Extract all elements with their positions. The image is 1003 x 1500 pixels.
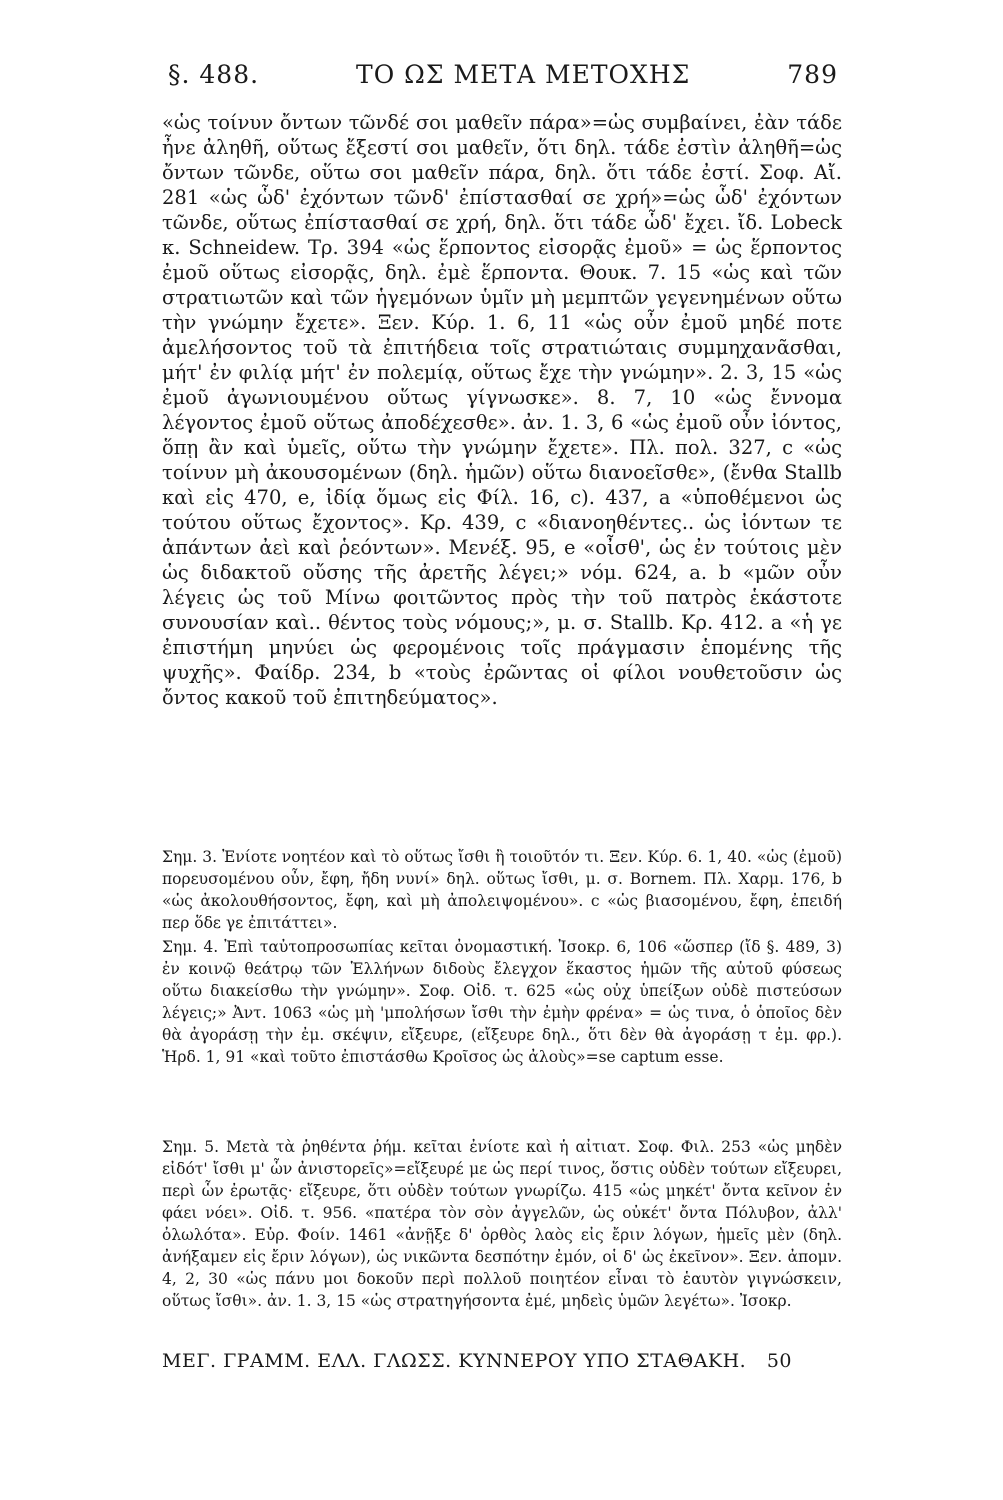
note-5: Σημ. 5. Μετὰ τὰ ῥηθέντα ῥήμ. κεῖται ἐνίοτε καὶ ἡ αἰτιατ. Σοφ. Φιλ. 253 «ὡς μηδὲν εἰδότ' ἴσθι μ' ὧν ἀνιστορεῖς»=εἴξευρέ με ὡς περί τινος, ὅστις οὐδὲν τούτων εἴξευρει, περὶ ὧν ἐρωτᾷς· εἴξευρε, ὅτι οὐδὲν τούτων γνωρίζω. 415 «ὡς μηκέτ' ὄντα κεῖνον ἐν φάει νόει». Οἰδ. τ. 956. «πατέρα τὸν σὸν ἀγγελῶν, ὡς οὐκέτ' ὄντα Πόλυβον, ἀλλ' ὀλωλότα». Εὐρ. Φοίν. 1461 «ἀνῇξε δ' ὀρθὸς λαὸς εἰς ἔριν λόγων, ἡμεῖς μὲν (δηλ. ἀνήξαμεν εἰς ἔριν λόγων), ὡς νικῶντα δεσπότην ἐμόν, οἱ δ' ὡς ἐκεῖνον». Ξεν. ἀπομν. 4, 2, 30 «ὡς πάνυ μοι δοκοῦν περὶ πολλοῦ ποιητέον εἶναι τὸ ἑαυτὸν γιγνώσκειν, οὕτως ἴσθι». ἀν. 1. 3, 15 «ὡς στρατηγήσοντα ἐμέ, μηδεὶς ὑμῶν λεγέτω». Ἰσοκρ.: [162, 1138, 842, 1310]
page-number: 789: [787, 60, 838, 89]
page-header: [168, 60, 838, 100]
page-footer: [162, 1350, 842, 1372]
note-4: Σημ. 4. Ἐπὶ ταὐτοπροσωπίας κεῖται ὀνομαστική. Ἰσοκρ. 6, 106 «ὥσπερ (ἴδ §. 489, 3) ἐν κοινῷ θεάτρῳ τῶν Ἑλλήνων διδοὺς ἔλεγχον ἕκαστος ἡμῶν τῆς αὑτοῦ φύσεως οὕτω διακείσθω τὴν γνώμην». Σοφ. Οἰδ. τ. 625 «ὡς οὐχ ὑπείξων οὐδὲ πιστεύσων λέγεις;» Ἀντ. 1063 «ὡς μὴ 'μπολήσων ἴσθι τὴν ἐμὴν φρένα» = ὡς τινα, ὁ ὁποῖος δὲν θὰ ἀγοράσῃ τὴν ἐμ. σκέψιν, εἴξευρε, (εἴξευρε δηλ., ὅτι δὲν θὰ ἀγοράσῃ τ ἐμ. φρ.). Ἡρδ. 1, 91 «καὶ τοῦτο ἐπιστάσθω Κροῖσος ὡς ἀλοὺς»=se captum esse.: [162, 938, 842, 1066]
main-paragraph: «ὡς τοίνυν ὄντων τῶνδέ σοι μαθεῖν πάρα»=ὡς συμβαίνει, ἐὰν τάδε ἦνε ἀληθῆ, οὕτως ἔξεστί σοι μαθεῖν, ὅτι δηλ. τάδε ἐστὶν ἀληθῆ=ὡς ὄντων τῶνδε, οὕτω σοι μαθεῖν πάρα, δηλ. ὅτι τάδε ἐστί. Σοφ. Αἴ. 281 «ὡς ὧδ' ἐχόντων τῶνδ' ἐπίστασθαί σε χρή»=ὡς ὧδ' ἐχόντων τῶνδε, οὕτως ἐπίστασθαί σε χρή, δηλ. ὅτι τάδε ὧδ' ἔχει. ἴδ. Lobeck κ. Schneidew. Τρ. 394 «ὡς ἕρποντος εἰσορᾷς ἐμοῦ» = ὡς ἕρποντος ἐμοῦ οὕτως εἰσορᾷς, δηλ. ἐμὲ ἕρποντα. Θουκ. 7. 15 «ὡς καὶ τῶν στρατιωτῶν καὶ τῶν ἡγεμόνων ὑμῖν μὴ μεμπτῶν γεγενημένων οὕτω τὴν γνώμην ἔχετε». Ξεν. Κύρ. 1. 6, 11 «ὡς οὖν ἐμοῦ μηδέ ποτε ἀμελήσοντος τοῦ τὰ ἐπιτήδεια τοῖς στρατιώταις συμμηχανᾶσθαι, μήτ' ἐν φιλίᾳ μήτ' ἐν πολεμίᾳ, οὕτως ἔχε τὴν γνώμην». 2. 3, 15 «ὡς ἐμοῦ ἀγωνιουμένου οὕτως γίγνωσκε». 8. 7, 10 «ὡς ἔννομα λέγοντος ἐμοῦ οὕτως ἀποδέχεσθε». ἀν. 1. 3, 6 «ὡς ἐμοῦ οὖν ἰόντος, ὅπῃ ἂν καὶ ὑμεῖς, οὕτω τὴν γνώμην ἔχετε». Πλ. πολ. 327, c «ὡς τοίνυν μὴ ἀκουσομένων (δηλ. ἡμῶν) οὕτω διανοεῖσθε», (ἔνθα Stallb καὶ εἰς 470, e, ἰδίᾳ ὅμως εἰς Φίλ. 16, c). 437, a «ὑποθέμενοι ὡς τούτου οὕτως ἔχοντος». Κρ. 439, c «διανοηθέντες.. ὡς ἰόντων τε ἁπάντων ἀεὶ καὶ ῥεόντων». Μενέξ. 95, e «οἶσθ', ὡς ἐν τούτοις μὲν ὡς διδακτοῦ οὔσης τῆς ἀρετῆς λέγει;» νόμ. 624, a. b «μῶν οὖν λέγεις ὡς τοῦ Μίνω φοιτῶντος πρὸς τὴν τοῦ πατρὸς ἑκάστοτε συνουσίαν καὶ.. θέντος τοὺς νόμους;», μ. σ. Stallb. Κρ. 412. a «ἡ γε ἐπιστήμη μηνύει ὡς φερομένοις τοῖς πράγμασιν ἑπομένης τῆς ψυχῆς». Φαίδρ. 234, b «τοὺς ἐρῶντας οἱ φίλοι νουθετοῦσιν ὡς ὄντος κακοῦ τοῦ ἐπιτηδεύματος».: [162, 111, 842, 709]
running-head-title: ΤΟ ΩΣ ΜΕΤΑ ΜΕΤΟΧΗΣ: [356, 60, 691, 89]
footer-running-title: ΜΕΓ. ΓΡΑΜΜ. ΕΛΛ. ΓΛΩΣΣ. ΚΥΝΝΕΡΟΥ ΥΠΟ ΣΤΑΘΑΚΗ.: [162, 1350, 747, 1372]
note-3: Σημ. 3. Ἐνίοτε νοητέον καὶ τὸ οὕτως ἴσθι ἢ τοιοῦτόν τι. Ξεν. Κύρ. 6. 1, 40. «ὡς (ἐμοῦ) πορευσομένου οὖν, ἔφη, ἤδη νυνί» δηλ. οὕτως ἴσθι, μ. σ. Bornem. Πλ. Χαρμ. 176, b «ὡς ἀκολουθήσοντος, ἔφη, καὶ μὴ ἀπολειψομένου». c «ὡς βιασομένου, ἔφη, ἐπειδή περ ὅδε γε ἐπιτάττει».: [162, 848, 842, 932]
section-number: §. 488.: [168, 60, 260, 89]
signature-mark: 50: [766, 1350, 792, 1372]
main-text-block: [162, 110, 842, 710]
